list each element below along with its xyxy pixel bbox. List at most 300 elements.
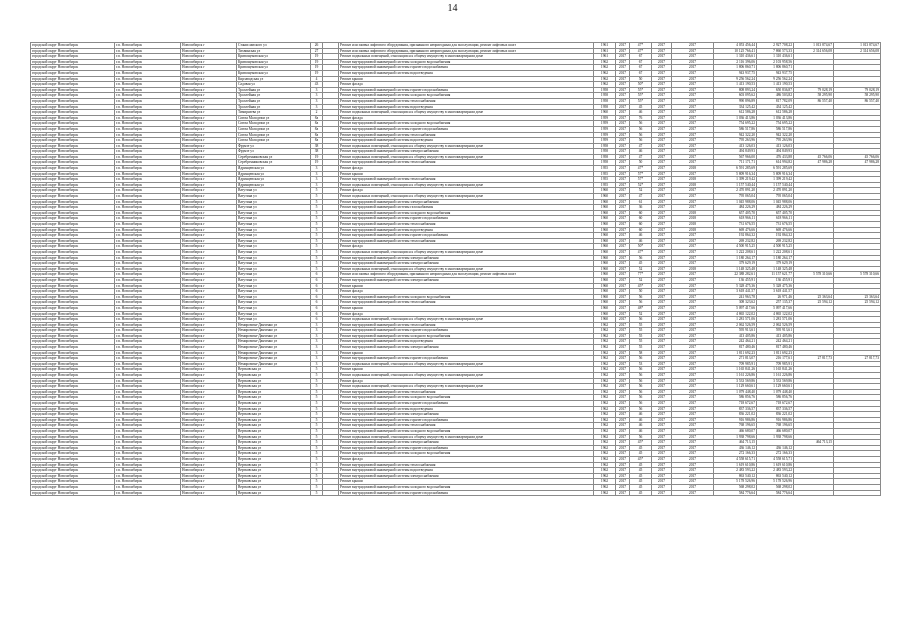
table-cell: 2017 — [616, 171, 630, 177]
table-cell: 2017 — [652, 356, 672, 362]
table-cell: 43 — [311, 82, 323, 88]
table-cell: 2017 — [652, 177, 672, 183]
table-cell: 1960 — [594, 210, 616, 216]
table-cell: 5 — [311, 378, 323, 384]
table-cell: 272 166,33 — [714, 451, 757, 457]
table-cell: Ремонт крыши — [339, 283, 594, 289]
table-cell: Новосибирск г — [181, 138, 237, 144]
table-cell: Ремонт внутридомовой инженерной системы водоотведения — [339, 339, 594, 345]
table-cell: Новосибирск г — [181, 300, 237, 306]
table-cell: 5 809 916,34 — [714, 171, 757, 177]
table-cell: 50 — [630, 76, 652, 82]
table-cell: 817 480,46 — [714, 345, 757, 351]
table-cell: Ватутина ул — [237, 233, 311, 239]
table-cell: 1 413 190,53 — [757, 82, 794, 88]
table-cell: 2017 — [652, 378, 672, 384]
table-cell: 2017 — [616, 417, 630, 423]
table-cell: Новосибирск г — [181, 378, 237, 384]
table-cell: Новосибирск г — [181, 205, 237, 211]
table-cell: Ремонт внутридомовой инженерной системы горячего водоснабжения — [339, 233, 594, 239]
table-cell: 2017 — [616, 166, 630, 172]
table-cell: 45 — [630, 462, 652, 468]
table-cell: 2 483 593,22 — [757, 468, 794, 474]
table-cell: городской округ Новосибирск — [31, 149, 115, 155]
table-cell: 46 — [630, 110, 652, 116]
table-cell: г.п. Новосибирск — [115, 65, 181, 71]
table-cell: 2017 — [616, 456, 630, 462]
table-cell: городской округ Новосибирск — [31, 395, 115, 401]
table-cell: 466 680,07 — [757, 428, 794, 434]
table-cell: 8а — [311, 126, 323, 132]
table-cell: Ядринцевская ул — [237, 166, 311, 172]
table-cell: Ремонт внутридомовой инженерной системы теплоснабжения — [339, 222, 594, 228]
table-cell: 2017 — [616, 389, 630, 395]
table-cell: 2017 — [672, 451, 714, 457]
table-cell: 916 986,86 — [757, 417, 794, 423]
table-cell: г.п. Новосибирск — [115, 199, 181, 205]
table-cell: 56 — [630, 401, 652, 407]
table-cell: 2017 — [672, 171, 714, 177]
table-cell: 3 618 441,57 — [757, 289, 794, 295]
table-cell: Новосибирск г — [181, 54, 237, 60]
table-cell: 2017 — [672, 373, 714, 379]
table-cell: 2017 — [672, 98, 714, 104]
table-cell: Новосибирск г — [181, 59, 237, 65]
table-cell: 56 — [630, 406, 652, 412]
table-cell: 2017 — [616, 373, 630, 379]
table-cell: 2017 — [672, 473, 714, 479]
table-cell: Серебренниковская ул — [237, 160, 311, 166]
table-cell: Новосибирск г — [181, 126, 237, 132]
table-cell: Новосибирск г — [181, 373, 237, 379]
table-cell: городской округ Новосибирск — [31, 160, 115, 166]
table-cell: 2017 — [652, 373, 672, 379]
table-cell: Ремонт подвальных помещений, относящихся к общему имуществу в многоквартирном доме — [339, 373, 594, 379]
table-cell: 2017 — [652, 138, 672, 144]
table-cell: г.п. Новосибирск — [115, 451, 181, 457]
table-cell: Новосибирск г — [181, 222, 237, 228]
table-cell: 2 470 891,20 — [714, 188, 757, 194]
table-cell: 5 578 310,66 — [834, 272, 881, 278]
table-cell: Новосибирск г — [181, 317, 237, 323]
table-cell: Новосибирск г — [181, 406, 237, 412]
table-cell: Ремонт внутридомовой инженерной системы холодного водоснабжения — [339, 93, 594, 99]
table-cell: городской округ Новосибирск — [31, 406, 115, 412]
table-cell: 46 — [630, 238, 652, 244]
table-cell: 1 161 226,86 — [757, 373, 794, 379]
table-cell: 1962 — [594, 384, 616, 390]
table-cell: Ватутина ул — [237, 255, 311, 261]
table-cell: 484 226,29 — [757, 205, 794, 211]
table-cell: Новосибирск г — [181, 70, 237, 76]
table-cell: Немировича-Данченко ул — [237, 350, 311, 356]
table-cell: 2017 — [616, 121, 630, 127]
table-cell: Ремонт фасада — [339, 311, 594, 317]
table-cell: Новосибирск г — [181, 468, 237, 474]
table-cell: г.п. Новосибирск — [115, 177, 181, 183]
table-cell: 1962 — [594, 401, 616, 407]
table-cell: Ремонт крыши — [339, 350, 594, 356]
table-cell: 1962 — [594, 434, 616, 440]
table-cell: Кривощековская ул — [237, 59, 311, 65]
table-cell: Новосибирск г — [181, 412, 237, 418]
table-cell: Фрунзе ул — [237, 143, 311, 149]
table-cell: 26 971,46 — [757, 294, 794, 300]
table-cell: Новосибирск г — [181, 43, 237, 49]
table-cell: 1960 — [594, 238, 616, 244]
table-cell: 1 013 874,67 — [834, 43, 881, 49]
table-cell: 6 — [311, 272, 323, 278]
table-cell: 1960 — [594, 300, 616, 306]
table-cell: Ремонт подвальных помещений, относящихся к общему имуществу в многоквартирном доме — [339, 434, 594, 440]
table-cell: 2017 — [672, 395, 714, 401]
table-cell: 4 558 615,71 — [757, 456, 794, 462]
table-cell: Фрунзе ул — [237, 149, 311, 155]
table-cell: 2017 — [672, 317, 714, 323]
table-cell: 2018 — [672, 227, 714, 233]
table-cell: 2018 — [672, 177, 714, 183]
table-cell: 436 146,12 — [714, 445, 757, 451]
table-cell: 2018 — [672, 182, 714, 188]
table-cell: 2017 — [652, 98, 672, 104]
table-cell: 2017 — [672, 462, 714, 468]
table-cell: городской округ Новосибирск — [31, 65, 115, 71]
table-cell: 1955 — [594, 171, 616, 177]
table-cell: 2017 — [652, 166, 672, 172]
table-cell: городской округ Новосибирск — [31, 87, 115, 93]
table-cell: 2017 — [616, 238, 630, 244]
table-cell: 2017 — [616, 328, 630, 334]
table-cell: 50* — [630, 244, 652, 250]
table-cell: 614 994,82 — [757, 160, 794, 166]
table-cell: 1960 — [594, 194, 616, 200]
table-cell: 2017 — [672, 70, 714, 76]
table-cell: Ремонт подвальных помещений, относящихся к общему имуществу в многоквартирном доме — [339, 384, 594, 390]
table-cell: 2017 — [652, 473, 672, 479]
table-cell: 45 — [630, 479, 652, 485]
page-number: 14 — [447, 3, 458, 14]
table-cell: 2017 — [616, 294, 630, 300]
table-cell: 60 — [630, 216, 652, 222]
table-cell: 709 985,91 — [757, 361, 794, 367]
table-cell: 55 — [630, 328, 652, 334]
table-cell: 4 500 915,25 — [757, 244, 794, 250]
table-cell: 47* — [630, 43, 652, 49]
table-cell: 5 — [311, 216, 323, 222]
table-cell: 192 864,32 — [757, 233, 794, 239]
table-cell: городской округ Новосибирск — [31, 138, 115, 144]
table-cell: Новосибирск г — [181, 210, 237, 216]
table-cell: 5 — [311, 210, 323, 216]
table-cell: Новосибирск г — [181, 350, 237, 356]
table-cell: г.п. Новосибирск — [115, 490, 181, 496]
table-cell: 55* — [630, 87, 652, 93]
table-cell: 216 177,61 — [757, 356, 794, 362]
table-cell: г.п. Новосибирск — [115, 283, 181, 289]
table-cell: 5 178 526,96 — [757, 479, 794, 485]
table-cell: г.п. Новосибирск — [115, 350, 181, 356]
table-cell: Ремонт внутридомовой инженерной системы теплоснабжения — [339, 177, 594, 183]
table-cell: 2017 — [616, 160, 630, 166]
table-cell: Ватутина ул — [237, 311, 311, 317]
table-cell: 2017 — [616, 401, 630, 407]
table-cell: 5 — [311, 434, 323, 440]
table-cell: Союза Молодежи ул — [237, 138, 311, 144]
table-cell: 5 — [311, 401, 323, 407]
table-cell: Ремонт подвальных помещений, относящихся к общему имуществу в многоквартирном доме — [339, 154, 594, 160]
table-cell: 863 540,12 — [757, 473, 794, 479]
table-cell: 2017 — [652, 451, 672, 457]
table-cell: 56 — [630, 389, 652, 395]
table-cell: Новосибирск г — [181, 322, 237, 328]
table-cell: городской округ Новосибирск — [31, 132, 115, 138]
table-cell: 2017 — [652, 440, 672, 446]
table-cell: 603 095,62 — [714, 93, 757, 99]
table-cell: 1960 — [594, 305, 616, 311]
table-cell: 3 — [311, 356, 323, 362]
table-cell: 2017 — [672, 132, 714, 138]
table-cell: Новосибирск г — [181, 479, 237, 485]
table-cell: 67 — [630, 65, 652, 71]
table-cell: 52 — [630, 188, 652, 194]
table-cell: 2017 — [616, 65, 630, 71]
table-cell: 2017 — [672, 277, 714, 283]
table-cell: Ватутина ул — [237, 244, 311, 250]
table-cell: 2017 — [652, 345, 672, 351]
table-cell: 1 222 208,61 — [757, 249, 794, 255]
table-cell: 56 — [630, 367, 652, 373]
table-cell: Немировича-Данченко ул — [237, 339, 311, 345]
table-cell: 2017 — [672, 328, 714, 334]
table-cell: 5 — [311, 188, 323, 194]
table-cell: 618 966,11 — [714, 216, 757, 222]
table-cell: 2017 — [652, 238, 672, 244]
table-cell: 269 232,82 — [757, 238, 794, 244]
table-cell: Ремонт внутридомовой инженерной системы холодного водоснабжения — [339, 121, 594, 127]
table-cell: городской округ Новосибирск — [31, 244, 115, 250]
table-cell: 709 985,91 — [714, 361, 757, 367]
table-cell: 2017 — [672, 194, 714, 200]
table-cell: 3 — [311, 87, 323, 93]
table-cell: Новосибирск г — [181, 171, 237, 177]
table-cell: 56 — [630, 384, 652, 390]
table-cell: городской округ Новосибирск — [31, 490, 115, 496]
table-cell: 136 455,91 — [757, 277, 794, 283]
table-cell: Новосибирск г — [181, 328, 237, 334]
table-cell: 1 938 798,66 — [757, 434, 794, 440]
table-cell: 1962 — [594, 389, 616, 395]
table-cell: 2017 — [652, 210, 672, 216]
table-cell: 19 — [311, 54, 323, 60]
table-cell: 2017 — [616, 115, 630, 121]
table-cell: 2017 — [652, 317, 672, 323]
table-cell: Ватутина ул — [237, 289, 311, 295]
table-cell: 711 171,71 — [714, 160, 757, 166]
table-cell: 2017 — [652, 428, 672, 434]
table-cell: 2017 — [652, 401, 672, 407]
table-cell: 5 — [311, 389, 323, 395]
table-cell: 2017 — [616, 104, 630, 110]
table-cell: Новосибирск г — [181, 182, 237, 188]
table-cell: Новосибирск г — [181, 216, 237, 222]
table-cell: 6 — [311, 317, 323, 323]
table-cell: Новосибирск г — [181, 188, 237, 194]
table-cell: 2017 — [616, 479, 630, 485]
table-cell: Ремонт внутридомовой инженерной системы теплоснабжения — [339, 462, 594, 468]
table-cell: Ватутина ул — [237, 283, 311, 289]
table-cell: 1962 — [594, 395, 616, 401]
table-cell: городской округ Новосибирск — [31, 367, 115, 373]
table-cell: 1962 — [594, 333, 616, 339]
table-cell: Ремонт фасада — [339, 244, 594, 250]
table-cell: г.п. Новосибирск — [115, 154, 181, 160]
table-cell: 1 157 540,44 — [757, 182, 794, 188]
table-cell: городской округ Новосибирск — [31, 412, 115, 418]
table-cell: 1962 — [594, 406, 616, 412]
table-cell: г.п. Новосибирск — [115, 294, 181, 300]
table-cell: 19 — [311, 154, 323, 160]
table-cell: 1958 — [594, 154, 616, 160]
table-cell: 2017 — [672, 238, 714, 244]
table-cell: 2017 — [616, 93, 630, 99]
table-cell: 26 — [311, 43, 323, 49]
table-cell: 2017 — [616, 143, 630, 149]
table-cell: 1955 — [594, 177, 616, 183]
table-cell: г.п. Новосибирск — [115, 93, 181, 99]
table-cell: городской округ Новосибирск — [31, 440, 115, 446]
table-cell: 836 221,02 — [757, 412, 794, 418]
table-cell: Ремонт внутридомовой инженерной системы теплоснабжения — [339, 132, 594, 138]
table-cell: 2017 — [672, 199, 714, 205]
table-cell: г.п. Новосибирск — [115, 339, 181, 345]
table-cell: 669 476,66 — [757, 227, 794, 233]
table-cell: г.п. Новосибирск — [115, 82, 181, 88]
table-cell: 1962 — [594, 473, 616, 479]
table-cell: 2017 — [672, 294, 714, 300]
table-cell: 2017 — [616, 423, 630, 429]
table-cell: Союза Молодежи ул — [237, 121, 311, 127]
table-cell: 5 — [311, 266, 323, 272]
table-cell: городской округ Новосибирск — [31, 361, 115, 367]
table-cell: 56 — [630, 378, 652, 384]
table-cell: 6 — [311, 300, 323, 306]
table-cell: 45* — [630, 456, 652, 462]
table-cell: 2017 — [652, 171, 672, 177]
table-cell: 2 470 891,20 — [757, 188, 794, 194]
table-cell: 1962 — [594, 350, 616, 356]
table-cell: 1958 — [594, 104, 616, 110]
table-cell: 60 — [630, 222, 652, 228]
table-cell: г.п. Новосибирск — [115, 406, 181, 412]
table-cell: 6 — [311, 311, 323, 317]
table-cell: 2017 — [652, 277, 672, 283]
table-cell: городской округ Новосибирск — [31, 322, 115, 328]
table-cell: 52* — [630, 182, 652, 188]
table-cell: Новосибирск г — [181, 149, 237, 155]
table-cell: 2017 — [616, 76, 630, 82]
table-cell: 53 — [630, 361, 652, 367]
table-cell: Вертковская ул — [237, 367, 311, 373]
table-cell: 731 676,55 — [757, 222, 794, 228]
table-cell: городской округ Новосибирск — [31, 384, 115, 390]
table-cell: Новосибирск г — [181, 233, 237, 239]
table-cell: 2017 — [672, 378, 714, 384]
table-cell: г.п. Новосибирск — [115, 210, 181, 216]
table-cell: 5 — [311, 473, 323, 479]
table-cell: 1960 — [594, 272, 616, 278]
table-cell: 6 — [311, 305, 323, 311]
table-cell: 2017 — [672, 412, 714, 418]
table-cell: 2017 — [672, 428, 714, 434]
table-cell: г.п. Новосибирск — [115, 216, 181, 222]
table-cell: 2018 — [672, 210, 714, 216]
table-cell: городской округ Новосибирск — [31, 222, 115, 228]
table-cell: 2017 — [672, 138, 714, 144]
table-cell: Союза Молодежи ул — [237, 126, 311, 132]
table-cell: Новосибирск г — [181, 289, 237, 295]
table-cell: 5 — [311, 406, 323, 412]
table-cell: 5 — [311, 468, 323, 474]
table-cell: 2 314 656,08 — [794, 48, 834, 54]
table-cell: городской округ Новосибирск — [31, 428, 115, 434]
table-cell: Ремонт крыши — [339, 479, 594, 485]
table-cell: г.п. Новосибирск — [115, 361, 181, 367]
table-cell: Ремонт внутридомовой инженерной системы горячего водоснабжения — [339, 126, 594, 132]
table-cell: городской округ Новосибирск — [31, 333, 115, 339]
table-cell: 38 — [311, 143, 323, 149]
table-cell: 8а — [311, 115, 323, 121]
table-cell: 3 — [311, 322, 323, 328]
table-cell: 2017 — [652, 423, 672, 429]
table-cell: 3 — [311, 333, 323, 339]
table-cell: 2017 — [616, 194, 630, 200]
table-cell: Ремонт внутридомовой инженерной системы электроснабжения — [339, 261, 594, 267]
table-cell: Троллейная ул — [237, 98, 311, 104]
table-cell: 2017 — [672, 479, 714, 485]
table-cell: городской округ Новосибирск — [31, 339, 115, 345]
table-cell: 1 148 325,48 — [757, 266, 794, 272]
table-cell: Новосибирск г — [181, 294, 237, 300]
table-cell: 669 476,66 — [714, 227, 757, 233]
table-cell: Ремонт подвальных помещений, относящихся к общему имуществу в многоквартирном доме — [339, 266, 594, 272]
table-cell: городской округ Новосибирск — [31, 305, 115, 311]
table-cell: 718 672,67 — [714, 401, 757, 407]
table-cell: Ремонт внутридомовой инженерной системы теплоснабжения — [339, 423, 594, 429]
table-cell: 2 927 708,22 — [757, 43, 794, 49]
table-cell: 1960 — [594, 233, 616, 239]
table-cell: 595 913,61 — [757, 328, 794, 334]
table-cell: 8а — [311, 138, 323, 144]
table-cell: Ремонт подвальных помещений, относящихся к общему имуществу в многоквартирном доме — [339, 110, 594, 116]
table-cell: 5 — [311, 194, 323, 200]
table-cell: 1 165 841,26 — [757, 367, 794, 373]
table-cell: Кривощековская ул — [237, 65, 311, 71]
table-cell: 2017 — [652, 216, 672, 222]
table-cell: 2017 — [672, 468, 714, 474]
table-cell: 56 — [630, 356, 652, 362]
table-cell: г.п. Новосибирск — [115, 110, 181, 116]
table-cell: 2017 — [652, 43, 672, 49]
table-cell: 2017 — [652, 283, 672, 289]
table-cell: 2017 — [672, 272, 714, 278]
table-cell: Станиславского ул — [237, 43, 311, 49]
table-cell: Ватутина ул — [237, 261, 311, 267]
table-cell: 25 594,12 — [794, 300, 834, 306]
table-cell: г.п. Новосибирск — [115, 367, 181, 373]
table-cell: 6 — [311, 289, 323, 295]
table-cell: 2017 — [616, 210, 630, 216]
table-cell: 1962 — [594, 451, 616, 457]
